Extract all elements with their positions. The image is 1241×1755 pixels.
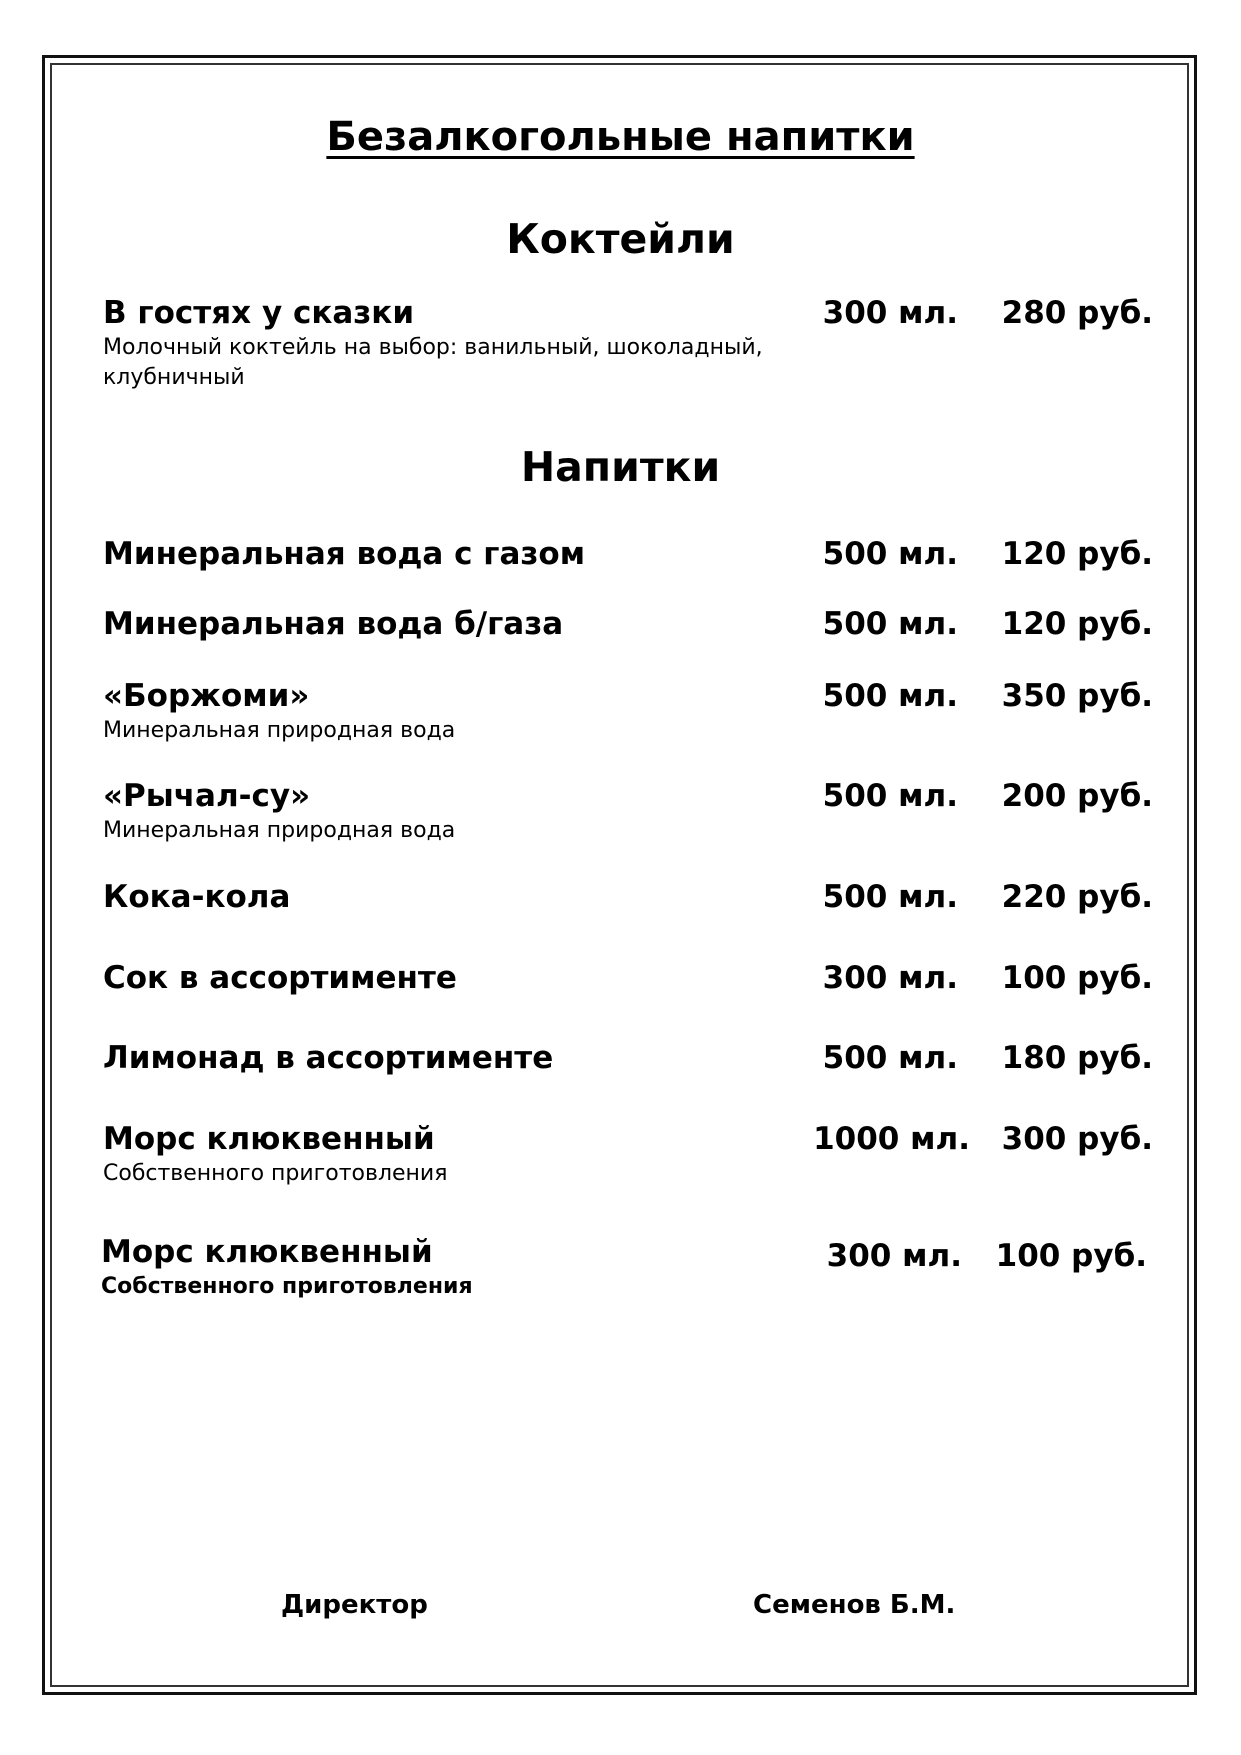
item-name: Морс клюквенный <box>101 1234 433 1270</box>
item-volume: 300 мл. <box>822 960 958 996</box>
item-name: «Боржоми» <box>103 678 310 714</box>
item-price: 120 руб. <box>1001 606 1153 642</box>
item-name: «Рычал-су» <box>103 778 311 814</box>
menu-item-rychal-su <box>103 776 1153 846</box>
item-name: Сок в ассортименте <box>103 960 457 996</box>
item-volume: 500 мл. <box>822 879 958 915</box>
section-heading-cocktails: Коктейли <box>506 215 735 263</box>
menu-title: Безалкогольные напитки <box>326 114 915 160</box>
item-price: 300 руб. <box>1001 1121 1153 1157</box>
menu-item-mineral-sparkling <box>103 534 1153 574</box>
menu-item-mineral-still <box>103 604 1153 644</box>
item-volume: 500 мл. <box>822 606 958 642</box>
item-name: Морс клюквенный <box>103 1121 435 1157</box>
item-price: 350 руб. <box>1001 678 1153 714</box>
item-description: Собственного приготовления <box>101 1274 473 1299</box>
item-name: Минеральная вода с газом <box>103 536 586 572</box>
item-volume: 500 мл. <box>822 1040 958 1076</box>
signature-name: Семенов Б.М. <box>753 1590 956 1620</box>
menu-item-cocktail <box>103 293 1153 393</box>
signature-position: Директор <box>281 1590 428 1620</box>
item-price: 100 руб. <box>995 1238 1147 1274</box>
item-volume: 300 мл. <box>822 295 958 331</box>
menu-item-mors-300 <box>101 1232 1147 1302</box>
item-description: Минеральная природная вода <box>103 818 456 843</box>
item-price: 120 руб. <box>1001 536 1153 572</box>
item-description: Молочный коктейль на выбор: ванильный, шоколадный, клубничный <box>103 335 763 390</box>
item-price: 200 руб. <box>1001 778 1153 814</box>
item-volume: 500 мл. <box>822 678 958 714</box>
item-name: Минеральная вода б/газа <box>103 606 564 642</box>
item-description: Минеральная природная вода <box>103 718 456 743</box>
item-price: 180 руб. <box>1001 1040 1153 1076</box>
item-price: 280 руб. <box>1001 295 1153 331</box>
menu-item-lemonade <box>103 1038 1153 1078</box>
item-name: Лимонад в ассортименте <box>103 1040 554 1076</box>
item-price: 220 руб. <box>1001 879 1153 915</box>
item-volume: 300 мл. <box>826 1238 962 1274</box>
item-description: Собственного приготовления <box>103 1161 448 1186</box>
menu-item-coca-cola <box>103 877 1153 917</box>
item-name: В гостях у сказки <box>103 295 415 331</box>
item-price: 100 руб. <box>1001 960 1153 996</box>
section-heading-drinks: Напитки <box>520 443 721 491</box>
menu-item-borjomi <box>103 676 1153 746</box>
menu-item-juice <box>103 958 1153 998</box>
item-volume: 500 мл. <box>822 778 958 814</box>
item-volume: 1000 мл. <box>813 1121 970 1157</box>
item-name: Кока-кола <box>103 879 291 915</box>
item-volume: 500 мл. <box>822 536 958 572</box>
menu-item-mors-1000 <box>103 1119 1153 1189</box>
